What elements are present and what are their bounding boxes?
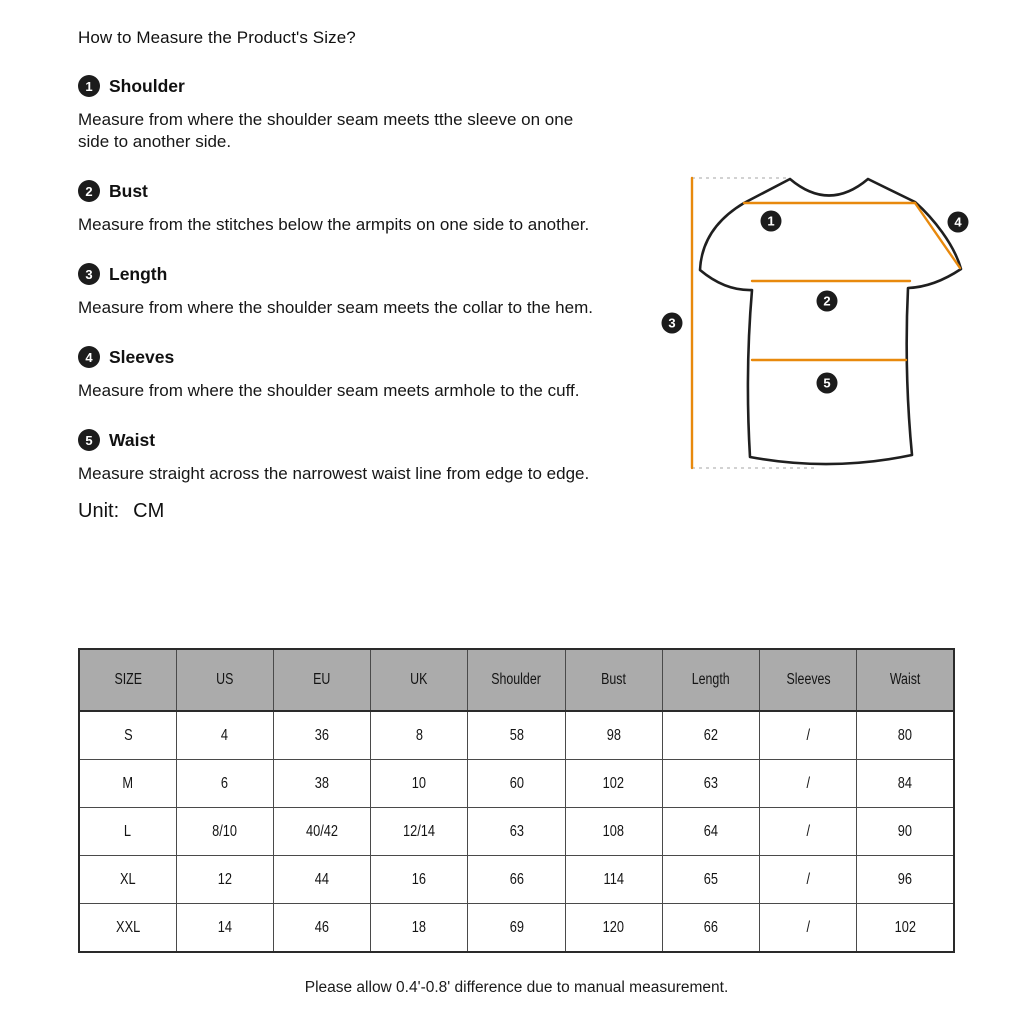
column-header-eu: EU (273, 649, 370, 711)
size-row-xl (79, 856, 954, 904)
table-cell: 46 (273, 904, 370, 953)
diagram-marker-5 (817, 373, 838, 394)
section-label: Sleeves (109, 346, 175, 367)
table-cell: 90 (857, 808, 954, 856)
table-cell: 38 (273, 760, 370, 808)
column-header-uk: UK (371, 649, 468, 711)
table-cell: / (760, 760, 857, 808)
table-cell: 16 (371, 856, 468, 904)
column-header-shoulder: Shoulder (468, 649, 565, 711)
section-heading (78, 346, 598, 368)
table-cell: / (760, 711, 857, 760)
table-cell: 36 (273, 711, 370, 760)
section-label: Shoulder (109, 75, 185, 96)
table-cell: / (760, 904, 857, 953)
table-cell: 63 (468, 808, 565, 856)
table-cell: S (79, 711, 176, 760)
size-chart-section (78, 648, 955, 997)
size-chart-table (78, 648, 955, 953)
table-cell: 6 (176, 760, 273, 808)
step-number-badge: 2 (78, 180, 100, 202)
section-heading (78, 263, 598, 285)
page-title: How to Measure the Product's Size? (78, 28, 356, 47)
column-header-waist: Waist (857, 649, 954, 711)
column-header-us: US (176, 649, 273, 711)
size-row-m (79, 760, 954, 808)
section-heading (78, 180, 598, 202)
tshirt-diagram-svg (640, 160, 1024, 490)
measure-section-length (78, 263, 598, 319)
table-cell: 96 (857, 856, 954, 904)
measurement-disclaimer: Please allow 0.4'-0.8' difference due to manual measurement. (304, 979, 729, 996)
table-cell: XXL (79, 904, 176, 953)
marker-number: 5 (823, 375, 831, 391)
table-cell: 10 (371, 760, 468, 808)
step-number-badge: 5 (78, 429, 100, 451)
marker-number: 3 (668, 315, 676, 331)
table-cell: 65 (662, 856, 759, 904)
step-number-badge: 3 (78, 263, 100, 285)
column-header-bust: Bust (565, 649, 662, 711)
size-row-xxl (79, 904, 954, 953)
table-cell: / (760, 856, 857, 904)
table-cell: 14 (176, 904, 273, 953)
table-cell: 66 (468, 856, 565, 904)
table-cell: 4 (176, 711, 273, 760)
column-header-length: Length (662, 649, 759, 711)
section-description: Measure from where the shoulder seam meets the collar to the hem. (78, 298, 593, 317)
header-row (79, 649, 954, 711)
table-cell: 62 (662, 711, 759, 760)
section-label: Waist (109, 429, 156, 450)
measurement-instructions (78, 75, 598, 485)
diagram-marker-2 (817, 291, 838, 312)
section-heading (78, 75, 598, 97)
size-chart-head (79, 649, 954, 711)
table-cell: / (760, 808, 857, 856)
table-cell: 80 (857, 711, 954, 760)
step-number-badge: 4 (78, 346, 100, 368)
diagram-marker-4 (948, 212, 969, 233)
marker-number: 2 (823, 293, 831, 309)
measure-section-bust (78, 180, 598, 236)
table-cell: M (79, 760, 176, 808)
table-cell: 66 (662, 904, 759, 953)
unit-label: Unit: (78, 500, 120, 522)
section-label: Length (109, 263, 168, 284)
table-cell: 120 (565, 904, 662, 953)
unit-value: CM (133, 500, 165, 522)
tshirt-outline (700, 179, 961, 464)
diagram-marker-1 (761, 211, 782, 232)
table-cell: 102 (857, 904, 954, 953)
table-cell: 64 (662, 808, 759, 856)
measure-section-waist (78, 429, 598, 485)
section-heading (78, 429, 598, 451)
table-cell: 108 (565, 808, 662, 856)
instructions-column (78, 28, 598, 523)
table-cell: 69 (468, 904, 565, 953)
table-cell: 44 (273, 856, 370, 904)
table-cell: 40/42 (273, 808, 370, 856)
table-cell: L (79, 808, 176, 856)
table-cell: 18 (371, 904, 468, 953)
column-header-sleeves: Sleeves (760, 649, 857, 711)
marker-number: 4 (954, 214, 962, 230)
section-label: Bust (109, 180, 148, 201)
table-cell: 102 (565, 760, 662, 808)
size-row-l (79, 808, 954, 856)
column-header-size: SIZE (79, 649, 176, 711)
table-cell: 12/14 (371, 808, 468, 856)
marker-number: 1 (767, 213, 775, 229)
section-description: Measure from where the shoulder seam meets armhole to the cuff. (78, 381, 580, 400)
measure-section-shoulder (78, 75, 598, 153)
table-cell: XL (79, 856, 176, 904)
section-description: Measure from where the shoulder seam meets tthe sleeve on one side to another side. (78, 110, 574, 151)
measure-section-sleeves (78, 346, 598, 402)
table-cell: 98 (565, 711, 662, 760)
table-cell: 63 (662, 760, 759, 808)
section-description: Measure from the stitches below the armpits on one side to another. (78, 215, 590, 234)
tshirt-measurement-diagram (640, 160, 1024, 490)
table-cell: 84 (857, 760, 954, 808)
section-description: Measure straight across the narrowest waist line from edge to edge. (78, 464, 590, 483)
table-cell: 58 (468, 711, 565, 760)
size-row-s (79, 711, 954, 760)
table-cell: 8/10 (176, 808, 273, 856)
table-cell: 12 (176, 856, 273, 904)
unit-line (78, 500, 598, 523)
step-number-badge: 1 (78, 75, 100, 97)
table-cell: 60 (468, 760, 565, 808)
table-cell: 8 (371, 711, 468, 760)
size-chart-body (79, 711, 954, 952)
diagram-marker-3 (662, 313, 683, 334)
table-cell: 114 (565, 856, 662, 904)
